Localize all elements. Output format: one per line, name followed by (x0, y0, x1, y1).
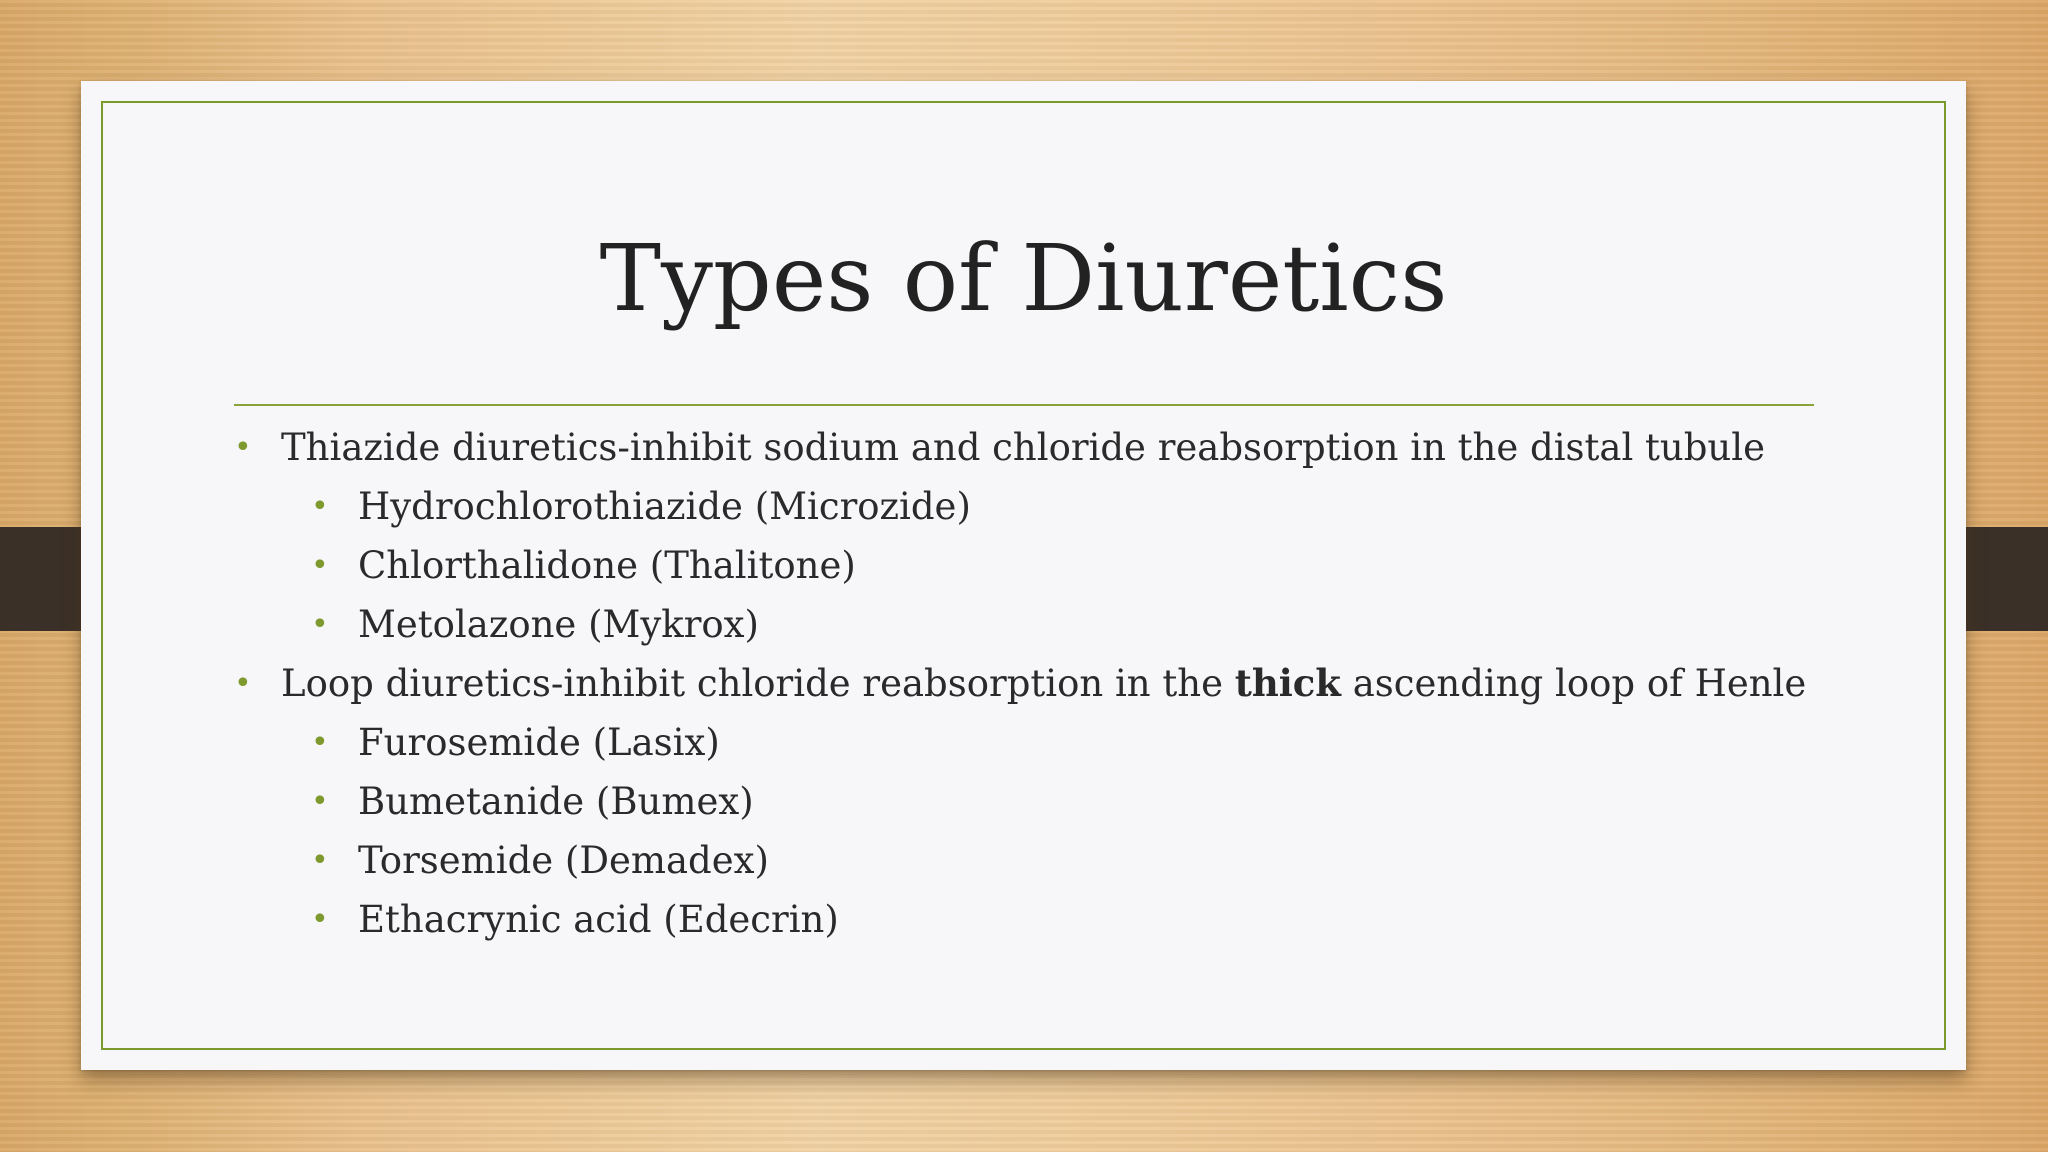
title-divider (234, 404, 1814, 406)
bullet-icon: • (311, 902, 329, 937)
list-item-text: Thiazide diuretics-inhibit sodium and chloride reabsorption in the distal tubule (281, 426, 1765, 469)
slide-card (81, 81, 1966, 1070)
bullet-icon: • (311, 489, 329, 524)
list-item-text: Torsemide (Demadex) (358, 839, 769, 882)
bullet-icon: • (311, 843, 329, 878)
list-item (234, 890, 1884, 949)
list-item (234, 772, 1884, 831)
list-item (234, 831, 1884, 890)
list-item-text: Bumetanide (Bumex) (358, 780, 754, 823)
list-item-text: Chlorthalidone (Thalitone) (358, 544, 856, 587)
bullet-icon: • (234, 666, 252, 701)
list-item (234, 595, 1884, 654)
bullet-icon: • (311, 607, 329, 642)
bullet-icon: • (311, 725, 329, 760)
list-item-text: Furosemide (Lasix) (358, 721, 720, 764)
list-item-text: Metolazone (Mykrox) (358, 603, 759, 646)
bullet-icon: • (311, 784, 329, 819)
list-item (234, 654, 1884, 713)
list-item (234, 713, 1884, 772)
bullet-icon: • (311, 548, 329, 583)
list-item (234, 418, 1884, 477)
list-item-text: Hydrochlorothiazide (Microzide) (358, 485, 971, 528)
emphasis-text: thick (1234, 661, 1341, 705)
bullet-icon: • (234, 430, 252, 465)
list-item-text (281, 662, 1806, 705)
slide-title: Types of Diuretics (599, 225, 1448, 332)
list-item (234, 536, 1884, 595)
list-item-text-part: Loop diuretics-inhibit chloride reabsorption in the (281, 662, 1235, 705)
list-item (234, 477, 1884, 536)
list-item-text-part: ascending loop of Henle (1340, 662, 1807, 705)
list-item-text: Ethacrynic acid (Edecrin) (358, 898, 839, 941)
bullet-list (234, 418, 1884, 949)
